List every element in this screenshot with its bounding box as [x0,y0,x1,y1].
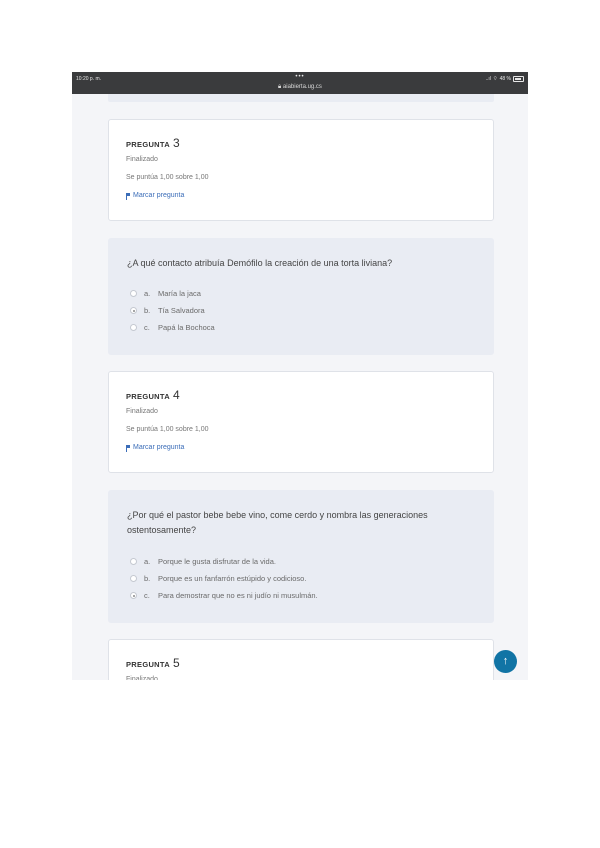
signal-icon: ..ıl [485,76,491,82]
question-grade: Se puntúa 1,00 sobre 1,00 [126,174,209,181]
answer-option[interactable] [130,573,306,583]
radio-button[interactable] [130,324,137,331]
flag-question-label: Marcar pregunta [133,192,185,199]
option-text: Para demostrar que no es ni judío ni musulmán. [158,590,318,600]
radio-button[interactable] [130,575,137,582]
url-text: aiabierta.ug.cs [282,84,322,90]
radio-button-selected[interactable] [130,307,137,314]
previous-question-card [108,94,494,102]
wifi-icon: ⌔ [492,76,498,82]
status-indicators [486,76,524,82]
status-bar [72,72,528,94]
flag-icon [126,193,130,199]
question-content-card [108,238,494,355]
question-number: 3 [172,136,180,150]
question-info-card [108,371,494,473]
question-state: Finalizado [126,156,158,163]
answer-option[interactable] [130,590,318,600]
option-letter: b. [144,573,151,583]
question-info-card [108,119,494,221]
question-grade: Se puntúa 1,00 sobre 1,00 [126,426,209,433]
battery-percent: 48 % [499,76,511,82]
question-title: PREGUNTA 5 [126,656,180,670]
question-state: Finalizado [126,408,158,415]
status-time: 10:20 p. m. [76,76,102,82]
tablet-screen [72,72,528,680]
option-letter: c. [144,590,150,600]
answer-option[interactable] [130,288,201,298]
radio-button[interactable] [130,558,137,565]
question-info-card [108,639,494,680]
back-to-top-button[interactable] [494,650,517,673]
flag-question-link[interactable] [126,444,184,451]
multitask-dots[interactable]: ••• [295,74,305,80]
option-letter: c. [144,322,150,332]
option-text: María la jaca [158,288,201,298]
battery-icon [513,76,524,82]
flag-question-link[interactable] [126,192,184,199]
lock-icon: 🔒︎ [278,84,283,90]
arrow-up-icon: ↑ [502,655,509,667]
address-bar[interactable] [72,84,528,91]
option-text: Porque le gusta disfrutar de la vida. [158,556,276,566]
option-text: Tía Salvadora [158,305,205,315]
answer-option[interactable] [130,322,215,332]
question-title: PREGUNTA 4 [126,388,180,402]
radio-button[interactable] [130,290,137,297]
option-text: Papá la Bochoca [158,322,215,332]
option-letter: a. [144,556,151,566]
question-state: Finalizado [126,676,158,680]
question-number: 5 [172,656,180,670]
question-title: PREGUNTA 3 [126,136,180,150]
option-letter: b. [144,305,151,315]
question-number: 4 [172,388,180,402]
flag-icon [126,445,130,451]
question-text: ¿A qué contacto atribuía Demófilo la creación de una torta liviana? [127,258,393,268]
answer-option[interactable] [130,305,205,315]
question-content-card [108,490,494,623]
radio-button-selected[interactable] [130,592,137,599]
option-text: Porque es un fanfarrón estúpido y codicioso. [158,573,307,583]
flag-question-label: Marcar pregunta [133,444,185,451]
option-letter: a. [144,288,151,298]
question-text: ¿Por qué el pastor bebe bebe vino, come cerdo y nombra las generaciones ostentosamente? [127,510,428,535]
answer-option[interactable] [130,556,276,566]
